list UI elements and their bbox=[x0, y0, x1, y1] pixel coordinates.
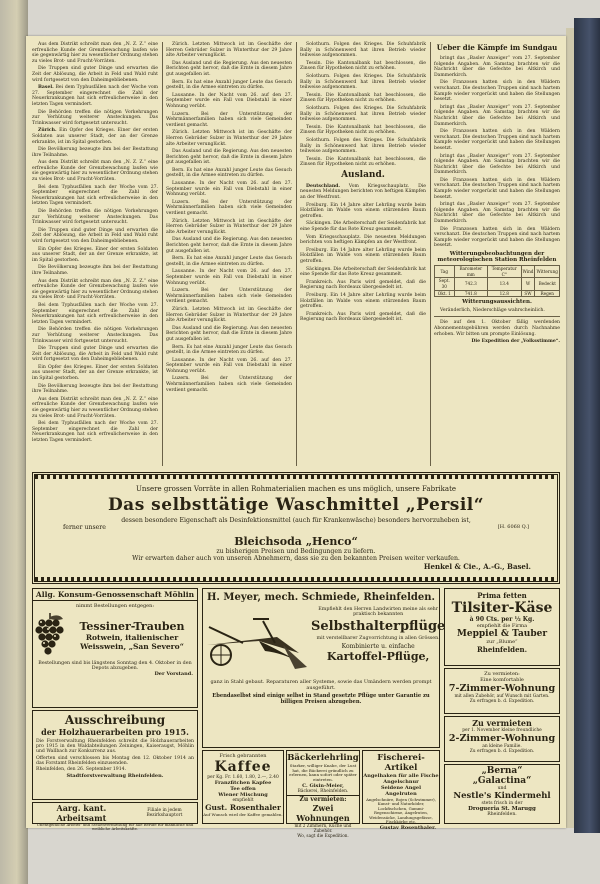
article-paragraph: Vom Kriegsschauplatz. Die neuesten Meldungen berichten von heftigen Kämpfen an der Westfront. bbox=[300, 234, 426, 246]
meyer-potato-ploughs: Kartoffel-Pflüge, bbox=[326, 650, 430, 663]
table-row bbox=[435, 290, 560, 297]
article-paragraph: Solothurn. Folgen des Krieges. Die Schuhfabrik Bally in Schönenwerd hat ihren Betrieb wieder teilweise aufgenommen. bbox=[300, 73, 426, 91]
persil-text: dessen besondere Eigenschaft als Desinfektionsmittel (auch für Krankenwäsche) besonders hervorzuheben ist, bbox=[121, 517, 471, 524]
article-paragraph: Lausanne. In der Nacht vom 26. auf den 27. September wurde ein Fall von Diebstahl in einer Wohnung verübt. bbox=[166, 181, 292, 198]
apprentice-advertisement bbox=[286, 750, 360, 839]
article-paragraph: Freiburg. Ein 14 Jahre alter Lehrling wurde beim Holzfällen im Walde von einem stürzenden Baum getroffen. bbox=[300, 202, 426, 219]
article-paragraph: Die Truppen sind guter Dinge und erwarten die Zeit der Ablösung, die Arbeit in Feld und Wald ruht wird fortgesetzt von den Daheimgebliebenen. bbox=[32, 227, 158, 244]
article-paragraph: Tessin. Die Kantonalbank hat beschlossen, die Zinsen für Hypotheken nicht zu erhöhen. bbox=[300, 156, 426, 168]
fishing-line: Angelschnur bbox=[383, 779, 419, 785]
column-3 bbox=[300, 42, 426, 468]
meyer-text-4: ganz in Stahl gebaut. Reparaturen aller Systeme, sowie das Umändern werden prompt ausgeführt. bbox=[210, 679, 432, 691]
article-paragraph: Das Ausland und die Regierung. Aus den neuesten Berichten geht hervor, daß die Ernte in diesem Jahre gut ausgefallen ist. bbox=[166, 149, 292, 166]
apartment-intro: Zu vermieten: bbox=[484, 671, 520, 677]
article-paragraph: Bei dem Typhusfällen nach der Woche vom 27. September eingerechnet die Zahl der Neuerkrankungen hat sich erfreulicherweise in den letzten Tagen vermindert. bbox=[32, 184, 158, 207]
article-paragraph: bringt das „Basler Anzeiger“ vom 27. September folgende Angaben. Am Samstag brachten wir die Nachricht über die Gefechte bei Altkirch und Dammerkirch. bbox=[434, 202, 560, 225]
meyer-title: Selbsthalterpflüge bbox=[311, 619, 446, 634]
article-paragraph: Solothurn. Folgen des Krieges. Die Schuhfabrik Bally in Schönenwerd hat ihren Betrieb wieder teilweise aufgenommen. bbox=[300, 105, 426, 123]
cheese-firm-intro: empfiehlt die Firma bbox=[476, 623, 528, 629]
article-paragraph: Frankreich. Aus Paris wird gemeldet, daß die Regierung nach Bordeaux übergesiedelt ist. bbox=[300, 279, 426, 291]
column-2 bbox=[166, 42, 292, 468]
tender-advertisement bbox=[32, 710, 198, 800]
article-paragraph: Die Franzosen hatten sich in den Wäldern verschanzt. Die deutschen Truppen sind nach hartem Kampfe wieder vorgerückt und haben die Stellungen besetzt. bbox=[434, 80, 560, 103]
fishing-title: Fischerei-Artikel bbox=[377, 753, 425, 773]
grapes-icon bbox=[33, 611, 67, 659]
article-paragraph: Tessin. Die Kantonalbank hat beschlossen, die Zinsen für Hypotheken nicht zu erhöhen. bbox=[300, 124, 426, 136]
apprentice-text: Starker, williger Knabe, der Lust hat, die Bäckerei gründlich zu erlernen, kann sofort oder später eintreten. bbox=[289, 763, 357, 782]
article-paragraph: bringt das „Basler Anzeiger“ vom 27. September folgende Angaben. Am Samstag brachten wir die Nachricht über die Gefechte bei Altkirch und Dammerkirch. bbox=[434, 153, 560, 176]
berna-fresh: stets frisch in der bbox=[481, 801, 523, 806]
article-paragraph: Lausanne. In der Nacht vom 26. auf den 27. September wurde ein Fall von Diebstahl in einer Wohnung verübt. bbox=[166, 269, 292, 286]
small-apartment-ask: Zu erfragen b. d. Expedition. bbox=[469, 749, 535, 754]
article-paragraph: Die Franzosen hatten sich in den Wäldern verschanzt. Die deutschen Truppen sind nach hartem Kampfe wieder vorgerückt und haben die Stellungen besetzt. bbox=[434, 177, 560, 200]
labour-office-branch: Filiale in jedem Bezirkshauptort bbox=[146, 808, 183, 818]
article-paragraph: Luzern. Bei der Unterstützung der Wehrmännerfamilien haben sich viele Gemeinden verdient gemacht. bbox=[166, 288, 292, 305]
table-header-cell: Wind bbox=[521, 266, 535, 278]
article-paragraph: Die Behörden treffen die nötigen Vorkehrungen zur Verhütung weiterer Ansteckungen. Das Trinkwasser wird fortgesetzt untersucht. bbox=[32, 109, 158, 126]
rent-flats: Zwei Wohnungen bbox=[296, 803, 350, 824]
article-paragraph: Bern. Es hat eine Anzahl junger Leute das Gesuch gestellt, in die Armee eintreten zu dürfen. bbox=[166, 167, 292, 179]
article-paragraph: Aus dem Distrikt schreibt man den „N. Z. Z.“ eine erfreuliche Kunde der Grenzbewachung laufen wie sie gegenwärtig hier zu wesentlicher Ordnung stehen zu vieles Brot- und Frucht-Vorräten. bbox=[32, 160, 158, 183]
column-4 bbox=[434, 42, 560, 468]
small-apartment-advertisement bbox=[444, 716, 560, 762]
cheese-firm: Meppiel & Tauber bbox=[456, 629, 548, 639]
table-header-cell: Witterung bbox=[535, 266, 560, 278]
article-paragraph: Das Ausland und die Regierung. Aus den neuesten Berichten geht hervor, daß die Ernte in diesem Jahre gut ausgefallen ist. bbox=[166, 325, 292, 342]
apartment-title: 7-Zimmer-Wohnung bbox=[448, 683, 556, 694]
berna-title: „Berna“ bbox=[481, 766, 523, 776]
article-paragraph: Zürich. Letzten Mittwoch ist im Geschäfte der Herren Gebrüder Sulzer in Winterthur der 29 Jahre alte Arbeiter verunglückt. bbox=[166, 42, 292, 59]
article-headline: Ueber die Kämpfe im Sundgau bbox=[436, 43, 558, 52]
column-1 bbox=[32, 42, 158, 468]
galactina-title: „Galactina“ bbox=[472, 776, 532, 786]
weather-table-title: Witterungsbeobachtungen der meteorologischen Station Rheinfelden bbox=[437, 251, 557, 263]
table-cell: W bbox=[521, 278, 535, 290]
article-paragraph: Basel. Bei dem Typhusfällen nach der Woche vom 27. September eingerechnet die Zahl der Neuerkrankungen hat sich erfreulicherweise in den letzten Tagen vermindert. bbox=[32, 85, 158, 107]
fishing-rods: Angelruten bbox=[385, 791, 417, 797]
article-paragraph: Solothurn. Folgen des Krieges. Die Schuhfabrik Bally in Schönenwerd hat ihren Betrieb wieder teilweise aufgenommen. bbox=[300, 137, 426, 155]
coffee-blend: Wiener Mischung bbox=[218, 792, 268, 798]
article-paragraph: Bern. Es hat eine Anzahl junger Leute das Gesuch gestellt, in die Armee eintreten zu dürfen. bbox=[166, 256, 292, 267]
persil-text-2: ferner unsere [H. 6068 Q.] bbox=[63, 524, 529, 531]
cheese-town: Rheinfelden. bbox=[476, 645, 528, 654]
article-paragraph: Die Behörden treffen die nötigen Vorkehrungen zur Verhütung weiterer Ansteckungen. Das Trinkwasser wird fortgesetzt untersucht. bbox=[32, 209, 158, 226]
baby-food-advertisement bbox=[444, 764, 560, 824]
berna-drugstore: Drogueria St. Marugg bbox=[468, 806, 536, 812]
article-paragraph: Die Truppen sind guter Dinge und erwarten die Zeit der Ablösung, die Arbeit in Feld und Wald ruht wird fortgesetzt von den Daheimgebliebenen. bbox=[32, 66, 158, 83]
article-paragraph: Bei dem Typhusfällen nach der Woche vom 27. September eingerechnet die Zahl der Neuerkrankungen hat sich erfreulicherweise in den letzten Tagen vermindert. bbox=[32, 421, 158, 443]
article-paragraph: Das Ausland und die Regierung. Aus den neuesten Berichten geht hervor, daß die Ernte in diesem Jahre gut ausgefallen ist. bbox=[166, 60, 292, 77]
coffee-note: Auf Wunsch wird der Kaffee gemahlen. bbox=[203, 812, 283, 817]
cheese-title: Tilsiter-Käse bbox=[451, 600, 553, 616]
table-cell: Regen bbox=[535, 290, 560, 297]
news-columns bbox=[32, 42, 560, 468]
article-heading: Basel. bbox=[38, 85, 54, 91]
cheese-price: à 90 Cts. per ½ Kg. bbox=[469, 616, 535, 623]
konsum-sign: Der Vorstand. bbox=[154, 671, 193, 677]
article-paragraph: Die Bevölkerung bezeugte ihm bei der Bestattung ihre Teilnahme. bbox=[32, 147, 158, 158]
table-cell: Okt. 1 bbox=[435, 290, 455, 297]
cheese-advertisement bbox=[444, 588, 560, 666]
labour-office-title: Aarg. kant. Arbeitsamt bbox=[56, 803, 107, 823]
meyer-text: Empfiehlt den Herren Landwirten meine als sehr praktisch bekannten bbox=[318, 607, 439, 617]
table-cell: 12.8 bbox=[488, 290, 521, 297]
cheese-head: Prima fetten bbox=[477, 591, 527, 600]
konsum-whitewine: Weisswein, „San Severo“ bbox=[80, 641, 184, 651]
article-paragraph: Luzern. Bei der Unterstützung der Wehrmännerfamilien haben sich viele Gemeinden verdient gemacht. bbox=[166, 199, 292, 217]
apartment-ask: Zu erfragen b. d. Expedition. bbox=[469, 699, 535, 704]
article-paragraph: Aus dem Distrikt schreibt man den „N. Z. Z.“ eine erfreuliche Kunde der Grenzbewachung laufen wie sie gegenwärtig hier zu wesentlicher Ordnung stehen zu vieles Brot- und Frucht-Vorräten. bbox=[32, 42, 158, 64]
article-paragraph: Das Ausland und die Regierung. Aus den neuesten Berichten geht hervor, daß die Ernte in diesem Jahre gut ausgefallen ist. bbox=[166, 237, 292, 254]
coffee-prices: per Kg. Fr. 1.60, 1.80, 2.—, 2.40 bbox=[207, 775, 279, 780]
article-paragraph: Freiburg. Ein 14 Jahre alter Lehrling wurde beim Holzfällen im Walde von einem stürzenden Baum getroffen. bbox=[300, 247, 426, 264]
tender-subtitle: der Holzhauerarbeiten pro 1915. bbox=[41, 727, 189, 737]
labour-office-advertisement bbox=[32, 802, 198, 832]
article-paragraph: Die Franzosen hatten sich in den Wäldern verschanzt. Die deutschen Truppen sind nach hartem Kampfe wieder vorgerückt und haben die Stellungen besetzt. bbox=[434, 129, 560, 151]
henco-text-2: Wir erwarten daher auch von unseren Abnehmern, dass sie zu den bekannten Preisen weiter verkaufen. bbox=[132, 555, 460, 562]
rent-title: Zu vermieten: bbox=[299, 796, 347, 804]
fishing-silk: Seidene Angel bbox=[380, 785, 422, 791]
article-paragraph: Säckingen. Die Arbeiterschaft der Seidenfabrik hat eine Spende für das Rote Kreuz gesammelt. bbox=[300, 221, 426, 233]
konsum-foot: Bestellungen sind bis längstens Sonntag den 4. Oktober in den Depots abzugeben. bbox=[38, 661, 192, 671]
small-apartment-text: an kleine Familie. bbox=[482, 744, 522, 749]
divider bbox=[434, 316, 560, 317]
article-paragraph: Aus dem Distrikt schreibt man den „N. Z. Z.“ eine erfreuliche Kunde der Grenzbewachung laufen wie sie gegenwärtig hier zu wesentlicher Ordnung stehen zu vieles Brot- und Frucht-Vorräten. bbox=[32, 278, 158, 301]
henco-title: Bleichsoda „Henco“ bbox=[234, 535, 358, 548]
fishing-hooks: Angelhaken für alle Fische bbox=[363, 773, 439, 779]
tender-title: Ausschreibung bbox=[64, 713, 166, 727]
article-paragraph: Bern. Es hat eine Anzahl junger Leute das Gesuch gestellt, in die Armee eintreten zu dürfen. bbox=[166, 344, 292, 356]
konsum-advertisement bbox=[32, 588, 198, 708]
article-paragraph: Deutschland. Vom Kriegsschauplatz. Die neuesten Meldungen berichten von heftigen Kämpfen an der Westfront. bbox=[300, 183, 426, 201]
article-paragraph: Ein Opfer des Krieges. Einer der ersten Soldaten aus unserer Stadt, der an der Grenze erkrankte, ist im Spital gestorben. bbox=[32, 364, 158, 382]
table-header-row bbox=[435, 266, 560, 278]
apprentice-baker: C. Gisin-Meier, bbox=[302, 783, 344, 790]
coffee-intro: Frisch gebrannten bbox=[219, 753, 267, 759]
page-stack-edge bbox=[566, 28, 574, 828]
article-paragraph: Luzern. Bei der Unterstützung der Wehrmännerfamilien haben sich viele Gemeinden verdient gemacht. bbox=[166, 376, 292, 393]
persil-intro: Unsere grossen Vorräte in allen Rohmaterialien machen es uns möglich, unsere Fabrikate bbox=[135, 485, 457, 493]
persil-title: Das selbsttätige Waschmittel „Persil“ bbox=[107, 495, 485, 515]
weather-table bbox=[434, 265, 560, 297]
section-heading-ausland: Ausland. bbox=[341, 169, 385, 180]
meyer-text-3: Kombinierte u. einfache bbox=[341, 643, 415, 650]
tender-date: Rheinfelden, den 26. September 1914. bbox=[36, 767, 127, 772]
article-paragraph: Bern. Es hat eine Anzahl junger Leute das Gesuch gestellt, in die Armee eintreten zu dürfen. bbox=[166, 79, 292, 91]
article-paragraph: bringt das „Basler Anzeiger“ vom 27. September folgende Angaben. Am Samstag brachten wir die Nachricht über die Gefechte bei Altkirch und Dammerkirch. bbox=[434, 56, 560, 78]
table-row bbox=[435, 278, 560, 290]
article-paragraph: Tessin. Die Kantonalbank hat beschlossen, die Zinsen für Hypotheken nicht zu erhöhen. bbox=[300, 92, 426, 104]
article-paragraph: Luzern. Bei der Unterstützung der Wehrmännerfamilien haben sich viele Gemeinden verdient gemacht. bbox=[166, 111, 292, 128]
book-spine bbox=[574, 18, 600, 833]
newspaper-page bbox=[26, 36, 566, 839]
article-paragraph: Die Truppen sind guter Dinge und erwarten die Zeit der Ablösung, die Arbeit in Feld und Wald ruht wird fortgesetzt von den Daheimgebliebenen. bbox=[32, 346, 158, 363]
nestle-title: Nestle's Kindermehl bbox=[453, 791, 551, 801]
meyer-text-5: Ebendaselbst sind einige selbst in Stand gesetzte Pflüge unter Garantie zu billigen Preisen abzugeben. bbox=[212, 693, 430, 705]
apartment-type: Eine komfortable bbox=[480, 677, 524, 683]
article-paragraph: Die Bevölkerung bezeugte ihm bei der Bestattung ihre Teilnahme. bbox=[32, 265, 158, 276]
labour-office-text: Unentgeltliche Arbeits- und Stellenvermittlung für alle Berufe für männliche und weibliche Arbeitskräfte. bbox=[36, 822, 194, 832]
table-cell: Bedeckt bbox=[535, 278, 560, 290]
persil-ref: [H. 6068 Q.] bbox=[497, 524, 529, 530]
coffee-text: Franzfitchen Kapfee bbox=[214, 780, 272, 786]
article-paragraph: Aus dem Distrikt schreibt man den „N. Z. Z.“ eine erfreuliche Kunde der Grenzbewachung laufen wie sie gegenwärtig hier zu wesentlicher Ordnung stehen zu vieles Brot- und Frucht-Vorräten. bbox=[32, 396, 158, 419]
cheese-location: zur „Blume“ bbox=[486, 639, 518, 645]
article-paragraph: Tessin. Die Kantonalbank hat beschlossen, die Zinsen für Hypotheken nicht zu erhöhen. bbox=[300, 60, 426, 72]
henco-text: zu bisherigen Preisen und Bedingungen zu liefern. bbox=[216, 548, 376, 555]
column-divider bbox=[430, 42, 431, 466]
tender-sign: Stadtforstverwaltung Rheinfelden. bbox=[66, 773, 164, 779]
article-paragraph: Die Behörden treffen die nötigen Vorkehrungen zur Verhütung weiterer Ansteckungen. Das Trinkwasser wird fortgesetzt untersucht. bbox=[32, 327, 158, 344]
tender-text: Die Forstverwaltung Rheinfelden schreibt die Holzhauerarbeiten pro 1915 in den Waldabteilungen Zeiningen, Kaiseraugst, Möhlin und Wallbach zur Konkurrenz aus. bbox=[36, 739, 194, 754]
article-paragraph: Veränderlich, Niederschläge wahrscheinlich. bbox=[440, 307, 545, 313]
konsum-intro: nimmt Bestellungen entgegen: bbox=[75, 603, 155, 609]
fishing-sign: Gustav Rosenthaler. bbox=[379, 825, 436, 832]
small-apartment-intro: Zu vermieten bbox=[472, 718, 532, 728]
article-paragraph: Die Franzosen hatten sich in den Wäldern verschanzt. Die deutschen Truppen sind nach hartem Kampfe wieder vorgerückt und haben die Stellungen besetzt. bbox=[434, 226, 560, 249]
article-heading: Deutschland. bbox=[306, 183, 340, 189]
notice-signature: Die Expedition der „Volksstimme“. bbox=[471, 339, 560, 345]
persil-brand: Henkel & Cie., A.-G., Basel. bbox=[423, 562, 531, 571]
column-divider bbox=[162, 42, 163, 466]
book-binding-left bbox=[0, 0, 28, 884]
column-divider bbox=[296, 42, 297, 466]
table-header-cell: Barometer mm bbox=[454, 266, 487, 278]
fishing-advertisement bbox=[362, 750, 440, 832]
konsum-redwine: Rotwein, italienischer bbox=[85, 632, 179, 642]
rent-ask: Wo, sagt die Expedition. bbox=[297, 833, 349, 839]
article-paragraph: Freiburg. Ein 14 Jahre alter Lehrling wurde beim Holzfällen im Walde von einem stürzenden Baum getroffen. bbox=[300, 292, 426, 310]
persil-advertisement bbox=[32, 472, 560, 584]
table-cell: SW bbox=[521, 290, 535, 297]
article-paragraph: Ein Opfer des Krieges. Einer der ersten Soldaten aus unserer Stadt, der an der Grenze erkrankte, ist im Spital gestorben. bbox=[32, 246, 158, 263]
article-paragraph: Lausanne. In der Nacht vom 26. auf den 27. September wurde ein Fall von Diebstahl in einer Wohnung verübt. bbox=[166, 92, 292, 109]
table-cell: 742.3 bbox=[454, 278, 487, 290]
article-paragraph: Zürich. Letzten Mittwoch ist im Geschäfte der Herren Gebrüder Sulzer in Winterthur der 29 Jahre alte Arbeiter verunglückt. bbox=[166, 306, 292, 324]
berna-town: Rheinfelden. bbox=[487, 812, 517, 817]
article-paragraph: Zürich. Ein Opfer des Krieges. Einer der ersten Soldaten aus unserer Stadt, der an der Grenze erkrankte, ist im Spital gestorben. bbox=[32, 128, 158, 145]
article-heading: Zürich. bbox=[38, 128, 57, 134]
apartment-advertisement bbox=[444, 668, 560, 714]
apprentice-title: Bäckerlehrling bbox=[287, 753, 359, 763]
table-cell: Sept. 30 bbox=[435, 278, 455, 290]
berna-and: und bbox=[497, 786, 507, 791]
article-paragraph: Solothurn. Folgen des Krieges. Die Schuhfabrik Bally in Schönenwerd hat ihren Betrieb wieder teilweise aufgenommen. bbox=[300, 42, 426, 59]
coffee-advertisement bbox=[202, 750, 284, 824]
article-paragraph: Zürich. Letzten Mittwoch ist im Geschäfte der Herren Gebrüder Sulzer in Winterthur der 29 Jahre alte Arbeiter verunglückt. bbox=[166, 130, 292, 147]
forecast-heading: Witterungsaussichten. bbox=[462, 299, 532, 306]
table-header-cell: Tag bbox=[435, 266, 455, 278]
tender-text-2: Offerten sind verschlossen bis Montag den 12. Oktober 1914 an das Forstamt Rheinfelden einzusenden. bbox=[36, 756, 194, 766]
coffee-tea: Tee offen bbox=[230, 786, 256, 792]
coffee-title: Kaffee bbox=[214, 759, 272, 775]
konsum-head: Allg. Konsum-Genossenschaft Möhlin bbox=[33, 589, 197, 601]
table-cell: 741.8 bbox=[454, 290, 487, 297]
meyer-head: H. Meyer, mech. Schmiede, Rheinfelden. bbox=[206, 592, 435, 603]
small-apartment-type: per 1. November kleine freundliche bbox=[462, 728, 542, 733]
plough-icon bbox=[203, 607, 311, 677]
article-paragraph: Säckingen. Die Arbeiterschaft der Seidenfabrik hat eine Spende für das Rote Kreuz gesammelt. bbox=[300, 266, 426, 278]
konsum-grapes: Tessiner-Trauben bbox=[79, 619, 185, 633]
notice-paragraph: Die auf den 1. Oktober fällig werdenden Abonnementsgebühren werden durch Nachnahme erhoben. Wir bitten um prompte Einlösung. bbox=[434, 320, 560, 337]
fishing-text: Angelschnüre, Bojen (Schwimmer), Kunst- und Naturköder, Lockfischchen, Gummi-Regenschirme, Angelruten, Weidensäcke, Landungsgefässe, Fischkörbe etc. bbox=[366, 797, 436, 825]
article-paragraph: Zürich. Letzten Mittwoch ist im Geschäfte der Herren Gebrüder Sulzer in Winterthur der 29 Jahre alte Arbeiter verunglückt. bbox=[166, 218, 292, 235]
coffee-sign: Gust. Rosenthaler bbox=[205, 803, 281, 812]
article-paragraph: Die Bevölkerung bezeugte ihm bei der Bestattung ihre Teilnahme. bbox=[32, 383, 158, 395]
article-paragraph: Bei dem Typhusfällen nach der Woche vom 27. September eingerechnet die Zahl der Neuerkrankungen hat sich erfreulicherweise in den letzten Tagen vermindert. bbox=[32, 302, 158, 325]
table-cell: 13.4 bbox=[488, 278, 521, 290]
article-paragraph: Lausanne. In der Nacht vom 26. auf den 27. September wurde ein Fall von Diebstahl in einer Wohnung verübt. bbox=[166, 357, 292, 374]
meyer-advertisement bbox=[202, 588, 446, 748]
article-paragraph: bringt das „Basler Anzeiger“ vom 27. September folgende Angaben. Am Samstag brachten wir die Nachricht über die Gefechte bei Altkirch und Dammerkirch. bbox=[434, 104, 560, 127]
rent-text: mit 2 Zimmern, Küche und Zubehör. bbox=[294, 823, 352, 834]
meyer-text-2: mit verstellbarer Zugvorrichtung in allen Grössen. bbox=[316, 636, 440, 641]
coffee-recommends: empfiehlt bbox=[232, 798, 254, 803]
table-header-cell: Temperatur C° bbox=[488, 266, 521, 278]
small-apartment-title: 2-Zimmer-Wohnung bbox=[448, 733, 556, 744]
apartment-text: mit allen Zubehör, auf Wunsch mit Garten. bbox=[454, 694, 550, 699]
apprentice-bakery: Bäckerei, Rheinfelden. bbox=[287, 789, 359, 796]
article-paragraph: Frankreich. Aus Paris wird gemeldet, daß die Regierung nach Bordeaux übergesiedelt ist. bbox=[300, 311, 426, 323]
